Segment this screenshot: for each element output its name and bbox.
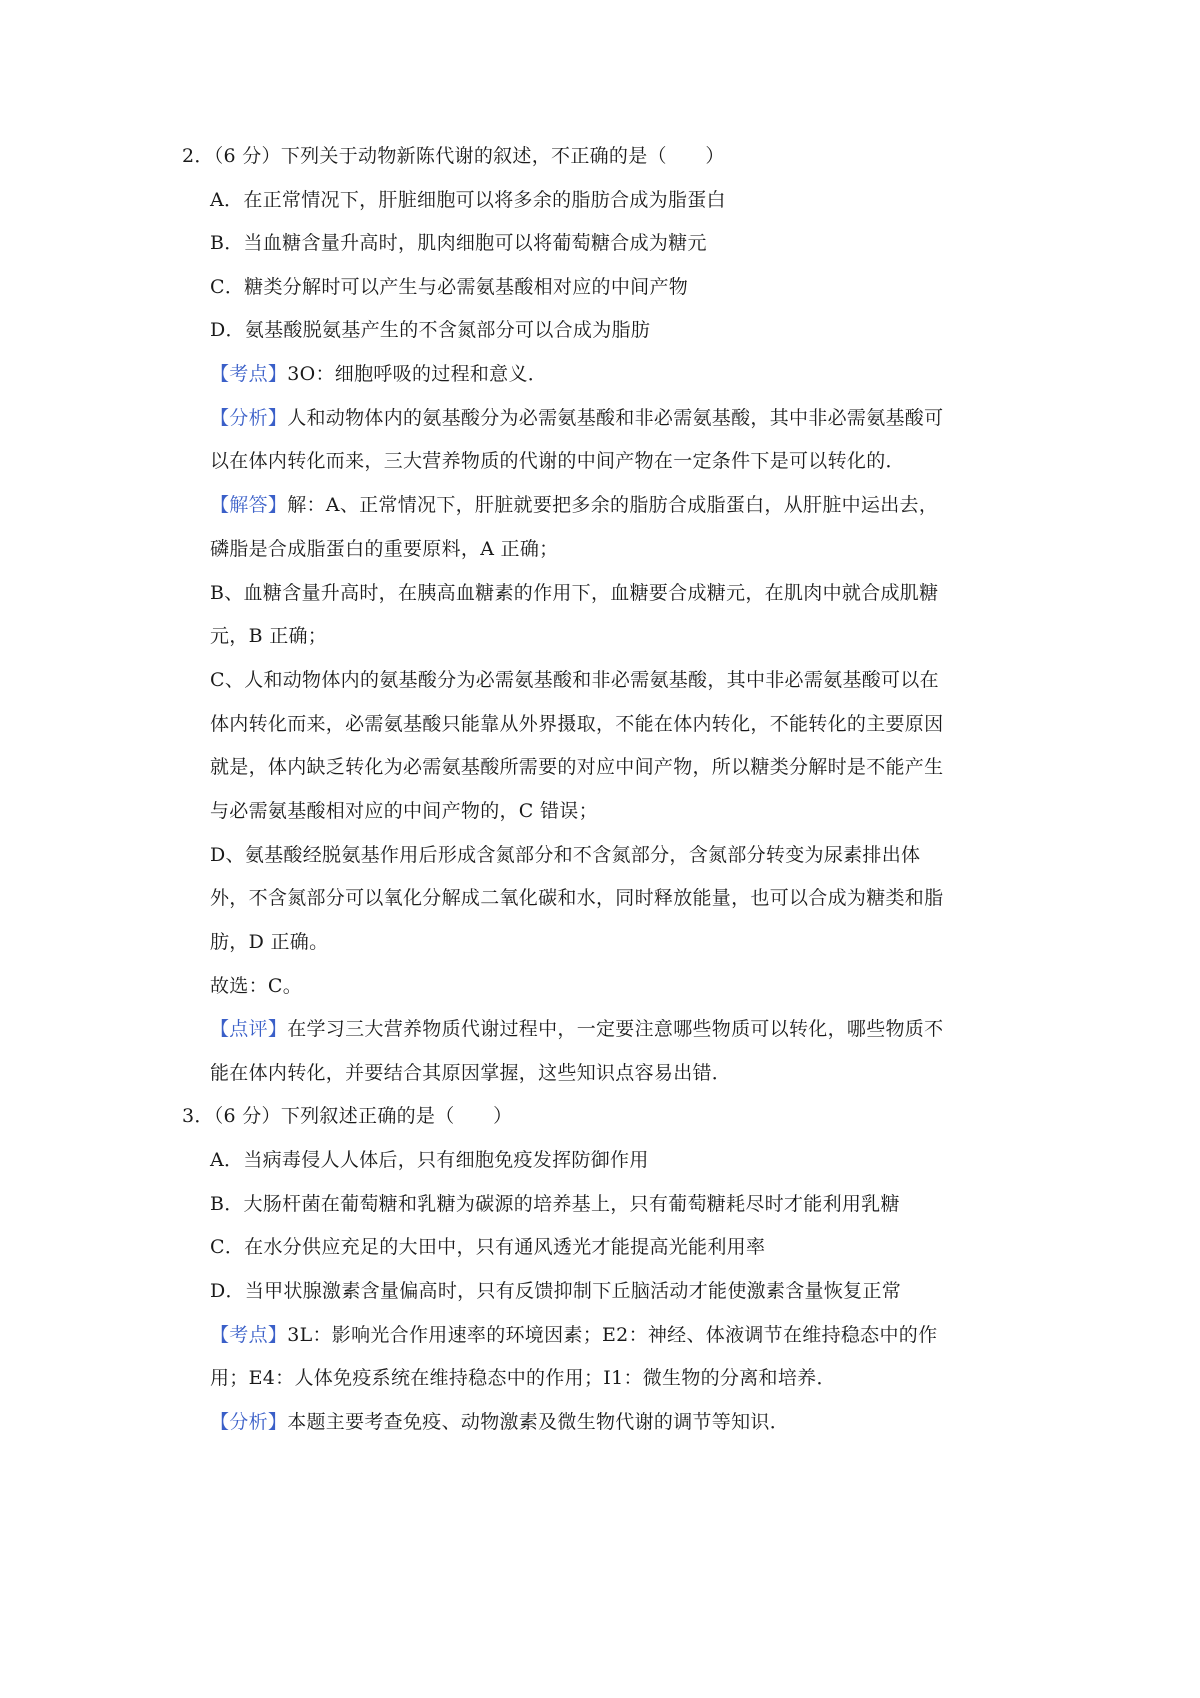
dianping-text-line-2: 能在体内转化，并要结合其原因掌握，这些知识点容易出错．: [210, 1062, 732, 1084]
fenxi-text-line-2: 以在体内转化而来，三大营养物质的代谢的中间产物在一定条件下是可以转化的．: [210, 450, 905, 472]
kaodian-tag: 【考点】: [210, 1324, 288, 1346]
question-2-option-c: C．糖类分解时可以产生与必需氨基酸相对应的中间产物: [210, 276, 689, 298]
kaodian-tag: 【考点】: [210, 363, 288, 385]
fenxi-tag: 【分析】: [210, 1411, 288, 1433]
question-3-option-a: A．当病毒侵人人体后，只有细胞免疫发挥防御作用: [210, 1149, 649, 1171]
jieda-text-line-2: 磷脂是合成脂蛋白的重要原料，A 正确；: [210, 538, 559, 560]
jieda-text-line-6: 体内转化而来，必需氨基酸只能靠从外界摄取，不能在体内转化，不能转化的主要原因: [210, 713, 944, 735]
question-3-option-b: B．大肠杆菌在葡萄糖和乳糖为碳源的培养基上，只有葡萄糖耗尽时才能利用乳糖: [210, 1193, 900, 1215]
question-2-option-a: A．在正常情况下，肝脏细胞可以将多余的脂肪合成为脂蛋白: [210, 189, 726, 211]
jieda-text-line-8: 与必需氨基酸相对应的中间产物的，C 错误；: [210, 800, 598, 822]
jieda-text-line-9: D、氨基酸经脱氨基作用后形成含氮部分和不含氮部分，含氮部分转变为尿素排出体: [210, 844, 921, 866]
fenxi-tag: 【分析】: [210, 407, 288, 429]
question-2-fenxi: [210, 405, 943, 431]
kaodian-text-line-1: 3L：影响光合作用速率的环境因素；E2：神经、体液调节在维持稳态中的作: [287, 1324, 938, 1346]
fenxi-text-line-1: 人和动物体内的氨基酸分为必需氨基酸和非必需氨基酸，其中非必需氨基酸可: [287, 407, 944, 429]
jieda-text-line-7: 就是，体内缺乏转化为必需氨基酸所需要的对应中间产物，所以糖类分解时是不能产生: [210, 756, 944, 778]
kaodian-text: 3O：细胞呼吸的过程和意义．: [287, 363, 548, 385]
kaodian-text-line-2: 用；E4：人体免疫系统在维持稳态中的作用；I1：微生物的分离和培养．: [210, 1367, 836, 1389]
jieda-text-line-3: B、血糖含量升高时，在胰高血糖素的作用下，血糖要合成糖元，在肌肉中就合成肌糖: [210, 582, 939, 604]
jieda-answer: 故选：C。: [210, 975, 303, 997]
question-2-stem: 2．（6 分）下列关于动物新陈代谢的叙述，不正确的是（ ）: [182, 145, 725, 167]
dianping-tag: 【点评】: [210, 1018, 288, 1040]
question-2-option-d: D．氨基酸脱氨基产生的不含氮部分可以合成为脂肪: [210, 319, 651, 341]
question-3-option-d: D．当甲状腺激素含量偏高时，只有反馈抑制下丘脑活动才能使激素含量恢复正常: [210, 1280, 902, 1302]
jieda-text-line-5: C、人和动物体内的氨基酸分为必需氨基酸和非必需氨基酸，其中非必需氨基酸可以在: [210, 669, 939, 691]
jieda-tag: 【解答】: [210, 494, 288, 516]
question-3-stem: 3．（6 分）下列叙述正确的是（ ）: [182, 1105, 513, 1127]
jieda-text-line-10: 外，不含氮部分可以氧化分解成二氧化碳和水，同时释放能量，也可以合成为糖类和脂: [210, 887, 944, 909]
question-2-jieda: [210, 492, 938, 518]
jieda-text-line-11: 肪，D 正确。: [210, 931, 329, 953]
question-3-kaodian: [210, 1322, 937, 1348]
question-3-fenxi: [210, 1409, 789, 1435]
fenxi-text-line-1: 本题主要考查免疫、动物激素及微生物代谢的调节等知识．: [287, 1411, 790, 1433]
jieda-text-line-1: 解：A、正常情况下，肝脏就要把多余的脂肪合成脂蛋白，从肝脏中运出去，: [287, 494, 939, 516]
question-2-dianping: [210, 1016, 943, 1042]
question-2-kaodian: [210, 361, 547, 387]
dianping-text-line-1: 在学习三大营养物质代谢过程中，一定要注意哪些物质可以转化，哪些物质不: [287, 1018, 944, 1040]
question-2-option-b: B．当血糖含量升高时，肌肉细胞可以将葡萄糖合成为糖元: [210, 232, 707, 254]
jieda-text-line-4: 元，B 正确；: [210, 625, 328, 647]
question-3-option-c: C．在水分供应充足的大田中，只有通风透光才能提高光能利用率: [210, 1236, 766, 1258]
